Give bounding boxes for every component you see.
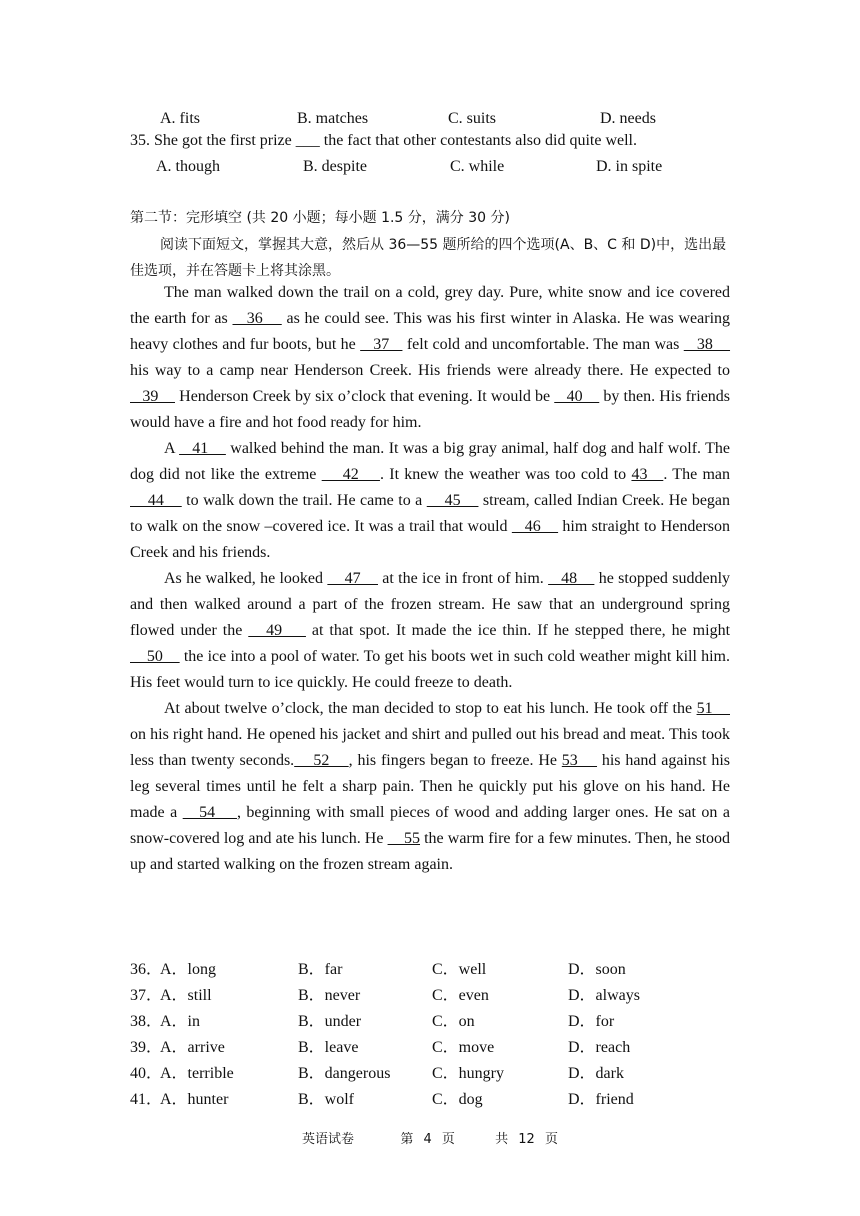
blank-50: 50 (130, 648, 180, 665)
choice-row (130, 957, 730, 983)
option-c: C．even (432, 987, 489, 1004)
text: to walk down the trail. He came to a (181, 492, 427, 509)
text: walked behind the man. It was a big gray animal, half dog and half wolf. The dog did not like the extreme (130, 440, 731, 483)
blank-36: 36 (232, 310, 282, 327)
text: A (164, 440, 180, 457)
q34-option-a: A. fits (160, 110, 200, 127)
blank-48: 48 (548, 570, 595, 587)
choice-row (130, 1009, 730, 1035)
option-d: D．reach (568, 1039, 631, 1056)
option-d: D．soon (568, 961, 626, 978)
text: his way to a camp near Henderson Creek. His friends were already there. He expected to (130, 362, 730, 379)
option-a: A．terrible (160, 1065, 234, 1082)
text: the ice into a pool of water. To get his boots wet in such cold weather might kill him. His feet would turn to ice quickly. He could freeze to death. (130, 648, 731, 691)
blank-44: 44 (130, 492, 182, 509)
option-c: C．move (432, 1039, 495, 1056)
option-b: B．dangerous (298, 1065, 391, 1082)
blank-42: 42 (321, 466, 380, 483)
option-b: B．far (298, 961, 343, 978)
option-a: A．arrive (160, 1039, 225, 1056)
blank-43: 43 (631, 466, 664, 483)
footer-subject: 英语试卷 (302, 1132, 355, 1147)
option-c: C．on (432, 1013, 475, 1030)
blank-55: 55 (387, 830, 420, 847)
text: felt cold and uncomfortable. The man was (402, 336, 684, 353)
choice-row (130, 983, 730, 1009)
option-a: A．long (160, 961, 217, 978)
option-b: B．never (298, 987, 361, 1004)
choice-row (130, 1035, 730, 1061)
q35-option-b: B. despite (303, 158, 367, 175)
paragraph-2 (130, 436, 730, 566)
text: the warm fire for a few minutes. Then, he stood up and started walking on the frozen stream again. (130, 830, 731, 873)
page-footer (0, 1128, 860, 1147)
q35-option-d: D. in spite (596, 158, 663, 175)
question-number: 41． (130, 1091, 163, 1108)
section-heading: 第二节：完形填空 (共 20 小题；每小题 1.5 分，满分 30 分) (130, 210, 510, 226)
q34-option-d: D. needs (600, 110, 656, 127)
q34-option-c: C. suits (448, 110, 497, 127)
blank-45: 45 (426, 492, 479, 509)
option-a: A．still (160, 987, 212, 1004)
option-d: D．friend (568, 1091, 634, 1108)
blank-47: 47 (327, 570, 378, 587)
section-instructions: 阅读下面短文，掌握其大意，然后从 36—55 题所给的四个选项(A、B、C 和 D)中，选出最佳选项，并在答题卡上将其涂黑。 (130, 237, 727, 279)
option-b: B．leave (298, 1039, 359, 1056)
option-c: C．dog (432, 1091, 483, 1108)
footer-total-pages: 共 12 页 (495, 1132, 558, 1147)
cloze-passage (130, 280, 730, 878)
blank-39: 39 (130, 388, 175, 405)
question-number: 38． (130, 1013, 163, 1030)
paragraph-3 (130, 566, 730, 696)
question-number: 37． (130, 987, 163, 1004)
blank-37: 37 (360, 336, 403, 353)
question-number: 36． (130, 961, 163, 978)
blank-52: 52 (294, 752, 349, 769)
q35-stem: 35. She got the first prize ___ the fact that other contestants also did quite well. (130, 132, 637, 149)
blank-38: 38 (683, 336, 731, 353)
choice-row (130, 1061, 730, 1087)
text: , his fingers began to freeze. He (348, 752, 562, 769)
paragraph-1 (130, 280, 730, 436)
q35-option-c: C. while (450, 158, 505, 175)
text: at that spot. It made the ice thin. If he stepped there, he might (305, 622, 731, 639)
option-b: B．under (298, 1013, 362, 1030)
q35-option-a: A. though (156, 158, 220, 175)
option-d: D．dark (568, 1065, 624, 1082)
q34-option-b: B. matches (297, 110, 369, 127)
blank-46: 46 (511, 518, 559, 535)
footer-page-number: 第 4 页 (400, 1132, 455, 1147)
blank-54: 54 (182, 804, 237, 821)
option-d: D．for (568, 1013, 615, 1030)
text: , beginning with small pieces of wood and adding larger ones. He sat on a snow-covered log and ate his lunch. He (130, 804, 731, 847)
text: he stopped suddenly and then walked around a part of the frozen stream. He saw that an underground spring flowed under the (130, 570, 731, 639)
option-a: A．hunter (160, 1091, 229, 1108)
text: as he could see. This was his first winter in Alaska. He was wearing heavy clothes and fur boots, but he (130, 310, 731, 353)
text: at the ice in front of him. (377, 570, 549, 587)
blank-49: 49 (248, 622, 306, 639)
blank-40: 40 (554, 388, 600, 405)
choice-row (130, 1087, 730, 1113)
answer-choices (130, 957, 730, 1113)
text: The man walked down the trail on a cold, grey day. Pure, white snow and ice covered the earth for as (130, 284, 730, 327)
question-number: 39． (130, 1039, 163, 1056)
blank-53: 53 (561, 752, 598, 769)
option-c: C．hungry (432, 1065, 505, 1082)
blank-51: 51 (696, 700, 730, 717)
text: on his right hand. He opened his jacket and shirt and pulled out his bread and meat. This took less than twenty seconds. (130, 726, 730, 769)
text: by then. His friends would have a fire and hot food ready for him. (130, 388, 731, 431)
text: . The man (663, 466, 731, 483)
text: Henderson Creek by six o’clock that evening. It would be (175, 388, 555, 405)
option-d: D．always (568, 987, 640, 1004)
text: stream, called Indian Creek. He began to walk on the snow –covered ice. It was a trail that would (130, 492, 731, 535)
text: As he walked, he looked (164, 570, 328, 587)
option-b: B．wolf (298, 1091, 355, 1108)
option-c: C．well (432, 961, 487, 978)
text: . It knew the weather was too cold to (379, 466, 632, 483)
paragraph-4 (130, 696, 730, 878)
question-number: 40． (130, 1065, 163, 1082)
option-a: A．in (160, 1013, 201, 1030)
text: At about twelve o’clock, the man decided to stop to eat his lunch. He took off the (164, 700, 697, 717)
text: his hand against his leg several times until he felt a sharp pain. Then he quickly put his glove on his hand. He made a (130, 752, 731, 821)
text: him straight to Henderson Creek and his friends. (130, 518, 731, 561)
blank-41: 41 (179, 440, 226, 457)
